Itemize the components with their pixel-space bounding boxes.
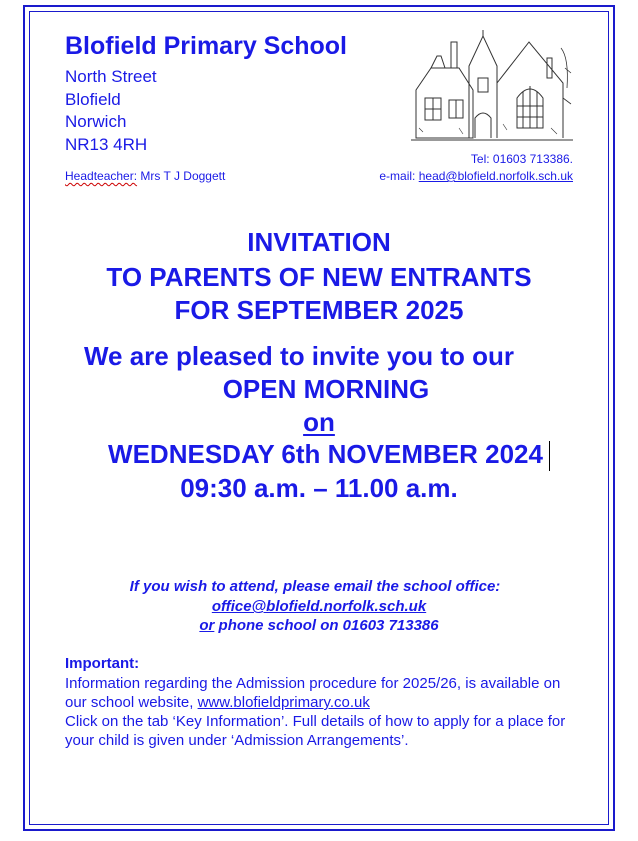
school-address xyxy=(65,66,157,156)
rsvp-phone-text: phone school on 01603 713386 xyxy=(214,617,439,634)
important-heading: Important: xyxy=(65,655,140,672)
event-name: OPEN MORNING xyxy=(222,374,430,404)
school-name: Blofield Primary School xyxy=(65,32,348,60)
website-link[interactable]: www.blofieldprimary.co.uk xyxy=(197,694,370,711)
event-date-text: WEDNESDAY 6th NOVEMBER 2024 xyxy=(108,439,543,469)
address-line: North Street xyxy=(65,67,157,86)
office-email-link[interactable]: office@blofield.norfolk.sch.uk xyxy=(211,598,427,615)
address-line: NR13 4RH xyxy=(65,134,148,154)
head-email-link[interactable]: head@blofield.norfolk.sch.uk xyxy=(418,169,573,183)
rsvp-phone xyxy=(30,616,608,635)
invitation-audience: TO PARENTS OF NEW ENTRANTS xyxy=(106,262,532,292)
or-word: or xyxy=(199,617,215,634)
headteacher-label: Headteacher: xyxy=(65,169,138,183)
rsvp-email xyxy=(30,597,608,616)
event-on xyxy=(30,406,608,438)
email-line xyxy=(379,169,573,183)
key-info-text: Click on the tab ‘Key Information’. Full details of how to apply for a place for your child is given under ‘Admission Arrangements’. xyxy=(65,713,566,749)
address-line: Blofield xyxy=(65,89,121,109)
invitation-title: INVITATION xyxy=(247,227,391,257)
school-building-illustration xyxy=(411,28,573,148)
rsvp-instruction: If you wish to attend, please email the school office: xyxy=(129,578,501,595)
address-line: Norwich xyxy=(65,112,127,131)
invitation-intake: FOR SEPTEMBER 2025 xyxy=(174,295,464,325)
headteacher xyxy=(65,169,225,183)
important-info xyxy=(65,674,585,750)
admission-info-text: Information regarding the Admission procedure for 2025/26, is available on our school website, xyxy=(65,675,561,711)
text-cursor xyxy=(549,441,550,471)
event-date xyxy=(40,438,618,471)
telephone: Tel: 01603 713386. xyxy=(470,152,573,166)
email-label: e-mail: xyxy=(379,169,419,183)
on-word: on xyxy=(303,407,335,437)
invite-text: We are pleased to invite you to our xyxy=(83,341,515,371)
event-time: 09:30 a.m. – 11.00 a.m. xyxy=(180,473,458,503)
headteacher-name: Mrs T J Doggett xyxy=(137,169,226,183)
